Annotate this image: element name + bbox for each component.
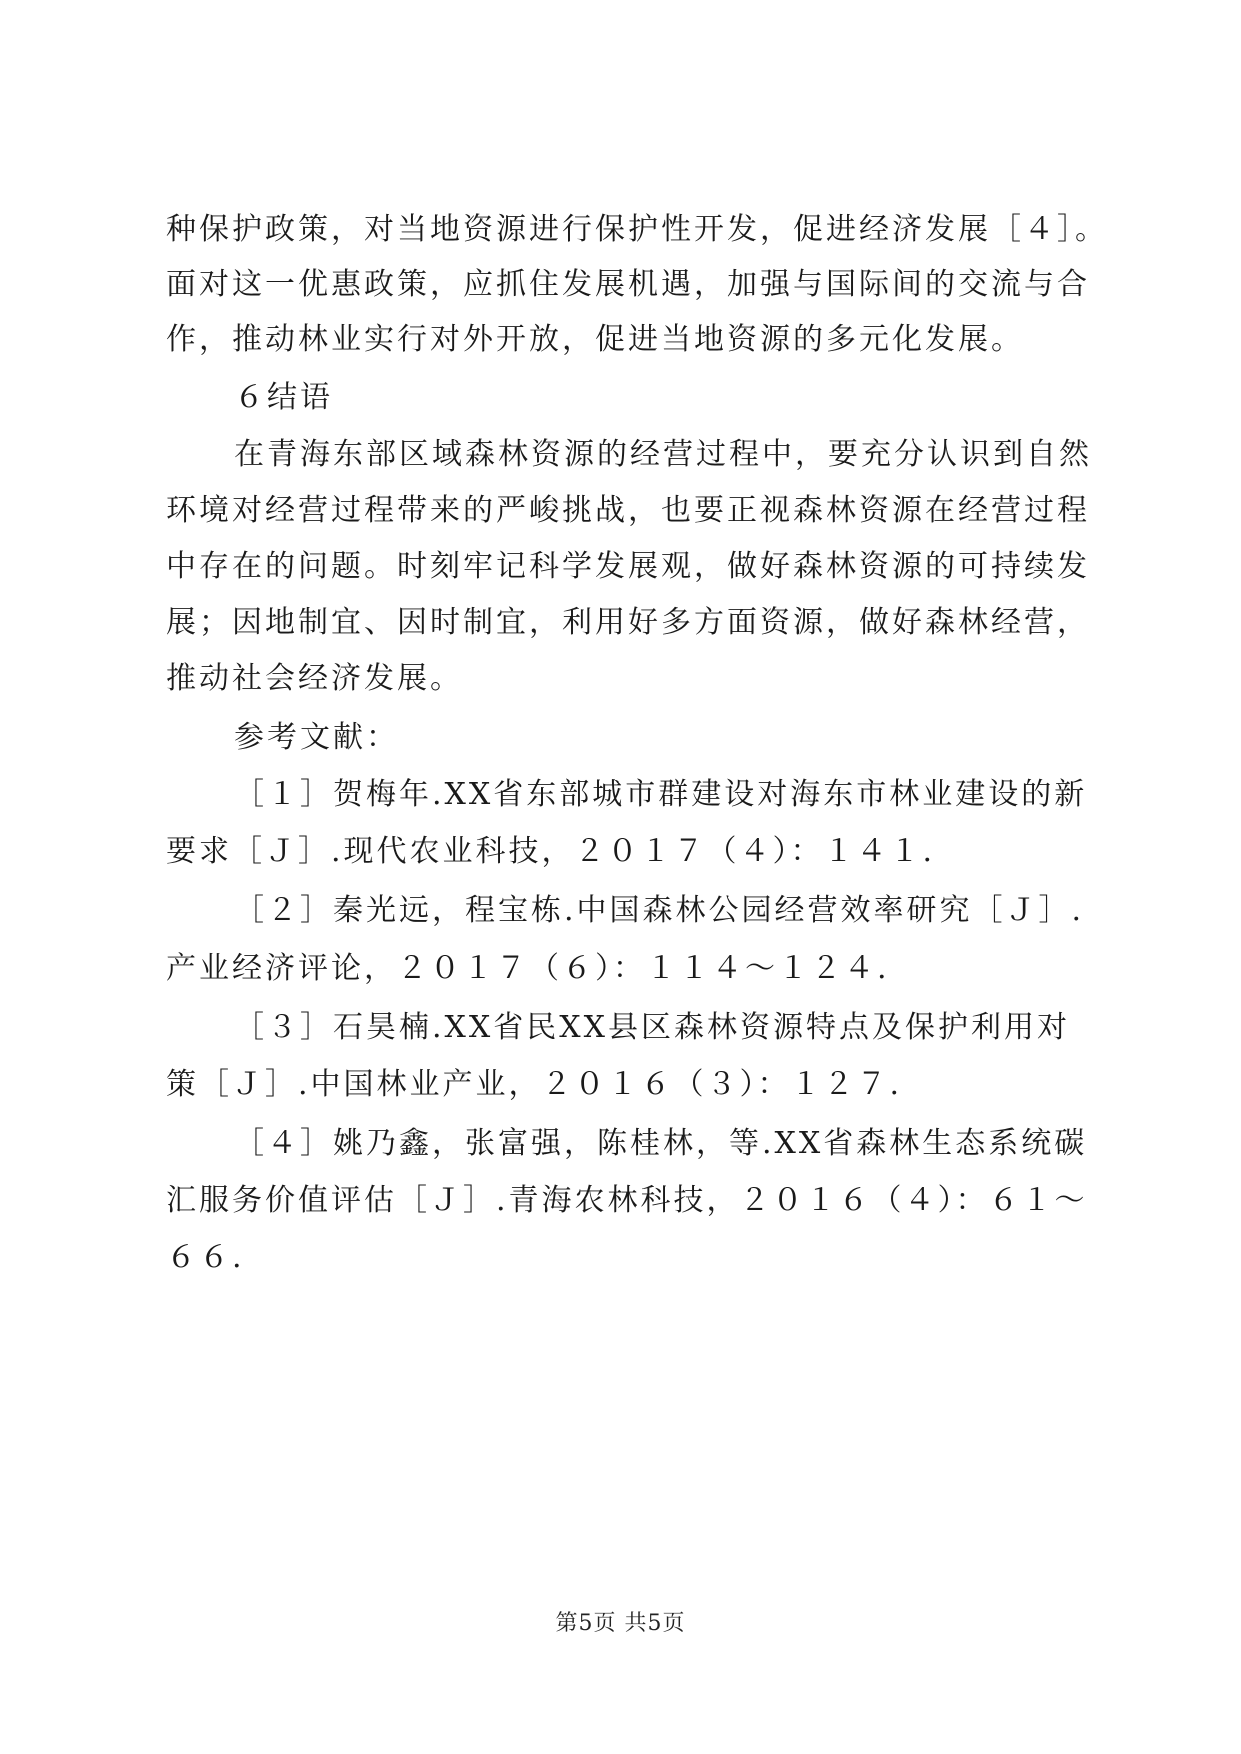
reference-line: 策［Ｊ］.中国林业产业，２０１６（３）：１２７. [166,1067,903,1102]
reference-line: 产业经济评论，２０１７（６）：１１４～１２４. [166,951,890,986]
reference-line: ［４］姚乃鑫，张富强，陈桂林，等.XX省森林生态系统碳 [234,1126,1088,1161]
reference-line: ［３］石昊楠.XX省民XX县区森林资源特点及保护利用对 [234,1010,1070,1045]
reference-line: 要求［Ｊ］.现代农业科技，２０１７（４）：１４１. [166,834,936,869]
reference-line: ［２］秦光远，程宝栋.中国森林公园经营效率研究［Ｊ］. [234,893,1085,928]
paragraph-line: 种保护政策，对当地资源进行保护性开发，促进经济发展［４］。 [166,212,1108,247]
paragraph-line: 在青海东部区域森林资源的经营过程中，要充分认识到自然 [234,437,1092,472]
paragraph-line: 环境对经营过程带来的严峻挑战，也要正视森林资源在经营过程 [166,493,1090,528]
paragraph-line: 作，推动林业实行对外开放，促进当地资源的多元化发展。 [166,322,1024,357]
page-number-footer: 第5页 共5页 [555,1611,686,1636]
paragraph-line: 推动社会经济发展。 [166,661,463,696]
reference-line: 汇服务价值评估［Ｊ］.青海农林科技，２０１６（４）：６１～ [166,1183,1088,1218]
paragraph-line: 中存在的问题。时刻牢记科学发展观，做好森林资源的可持续发 [166,549,1090,584]
paragraph-line: 展；因地制宜、因时制宜，利用好多方面资源，做好森林经营， [166,605,1090,640]
references-heading: 参考文献： [234,720,399,755]
reference-line: ［１］贺梅年.XX省东部城市群建设对海东市林业建设的新 [234,777,1088,812]
paragraph-line: 面对这一优惠政策，应抓住发展机遇，加强与国际间的交流与合 [166,267,1090,302]
reference-line: ６６. [166,1240,245,1275]
section-heading: ６结语 [234,380,333,415]
